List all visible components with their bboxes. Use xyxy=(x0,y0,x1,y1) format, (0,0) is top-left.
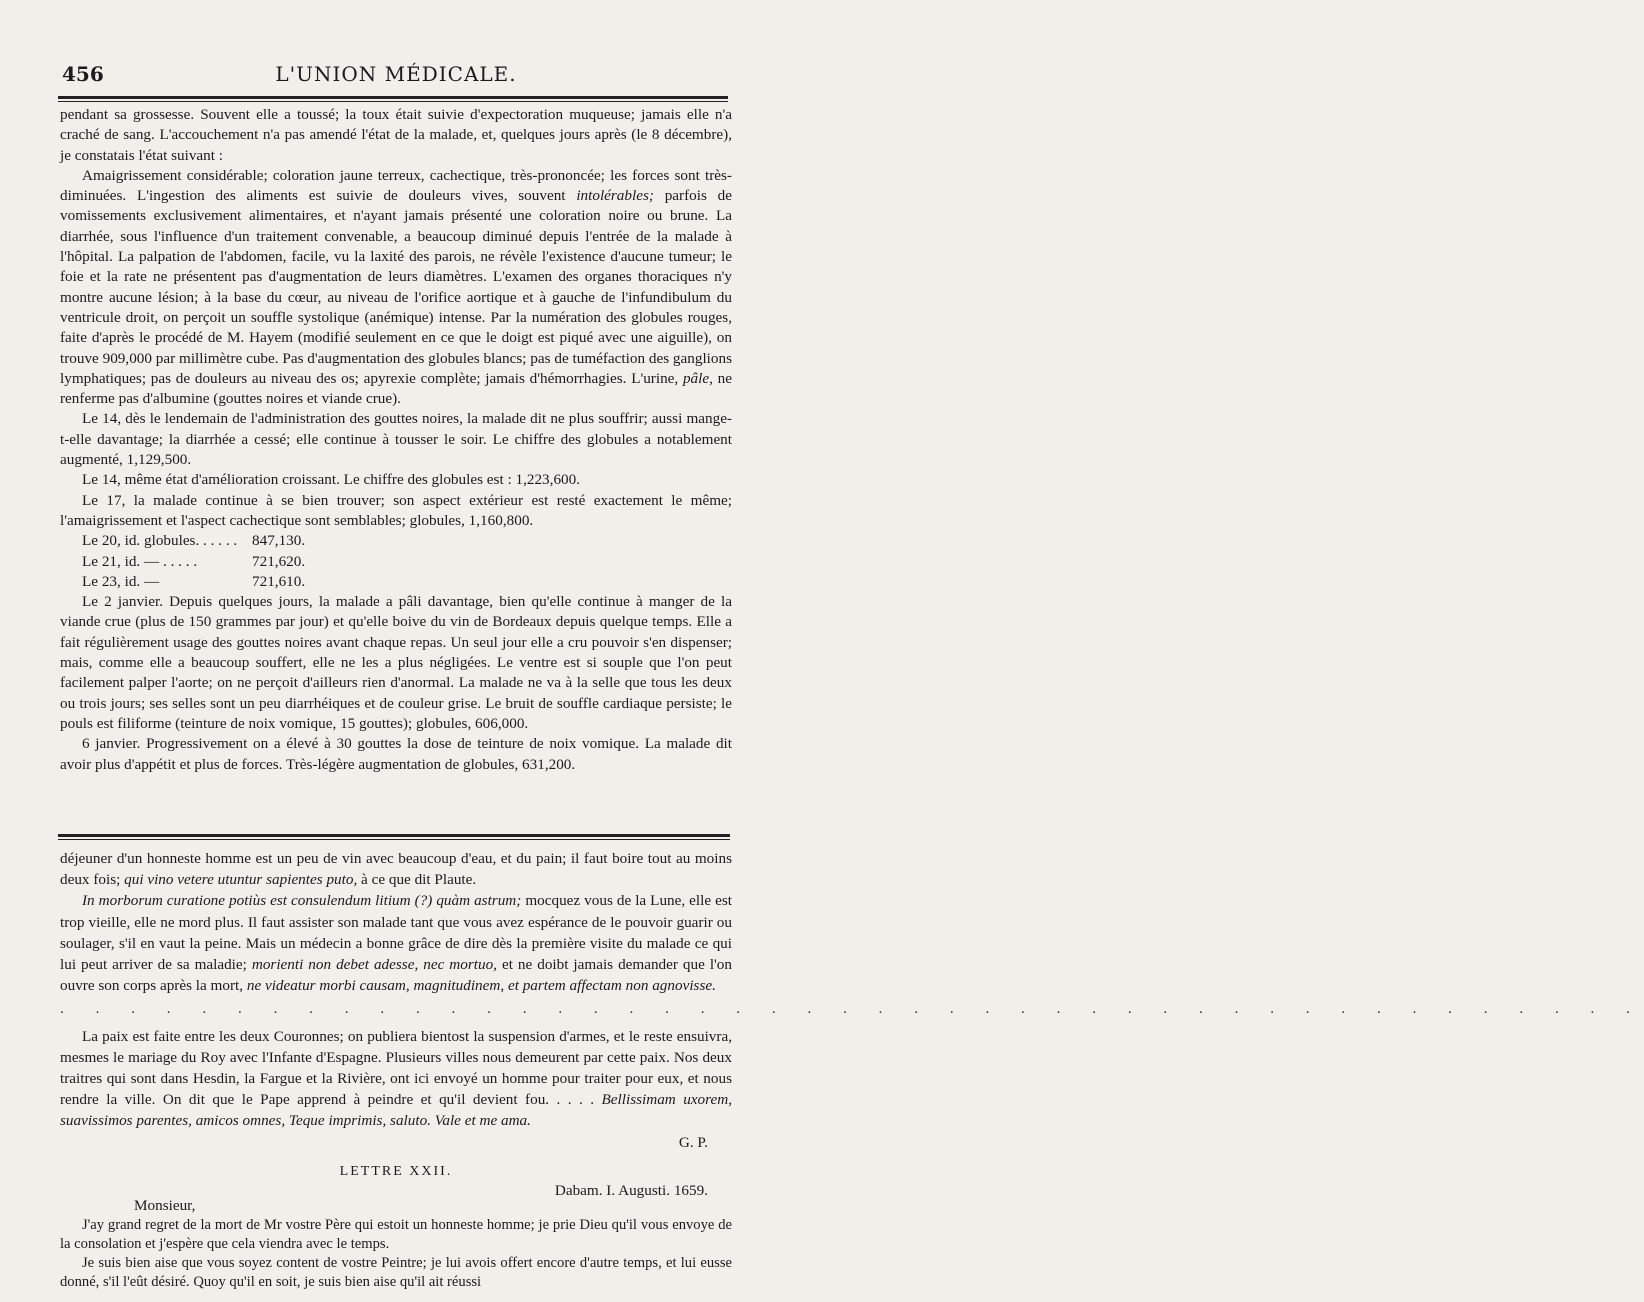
letter-salutation: Monsieur, xyxy=(134,1197,196,1215)
list-item: Le 20, id. globules. . . . . . 847,130. xyxy=(82,532,306,550)
section-divider xyxy=(58,834,730,840)
signature: G. P. xyxy=(678,1133,708,1151)
paragraph: Le 17, la malade continue à se bien trouver; son aspect extérieur est resté exactement le même; l'amaigrissement et l'aspect cachectique sont semblables; globules, 1,160,800. xyxy=(60,491,732,529)
paragraph: Le 14, même état d'amélioration croissant. Le chiffre des globules est : 1,223,600. xyxy=(82,471,581,489)
header-rule xyxy=(58,96,728,102)
case-report-section xyxy=(60,105,732,775)
letter-body xyxy=(60,1216,732,1292)
paragraph: Je suis bien aise que vous soyez content de vostre Peintre; je lui avois offert encore d'autre temps, et lui eusse donné, s'il l'eût désiré. Quoy qu'il en soit, je suis bien aise qu'il ait réussi xyxy=(60,1255,732,1291)
signature-line xyxy=(60,1132,732,1153)
paragraph: 6 janvier. Progressivement on a élevé à 30 gouttes la dose de teinture de noix vomique. La malade dit avoir plus d'appétit et plus de forces. Très-légère augmentation de globules, 631,200. xyxy=(60,735,732,773)
paragraph: Amaigrissement considérable; coloration jaune terreux, cachectique, très-prononcée; les forces sont très-diminuées. L'ingestion des aliments est suivie de douleurs vives, souvent intolérables; parfois de vomissements exclusivement alimentaires, et n'ayant jamais présenté une coloration noire ou brune. La diarrhée, sous l'influence d'un traitement convenable, a beaucoup diminué depuis l'entrée de la malade à l'hôpital. La palpation de l'abdomen, facile, vu la laxité des parois, ne révèle l'existence d'aucune tumeur; le foie et la rate ne présentent pas d'augmentation de leurs diamètres. L'examen des organes thoraciques n'y montre aucune lésion; à la base du cœur, au niveau de l'orifice aortique et à gauche de l'infundibulum du ventricule droit, on perçoit un souffle systolique (anémique) intense. Par la numération des globules rouges, faite d'après le procédé de M. Hayem (modifié seulement en ce que le doigt est piqué avec une aiguille), on trouve 909,000 par millimètre cube. Pas d'augmentation des globules blancs; pas de tuméfaction des ganglions lymphatiques; pas de douleurs au niveau des os; apyrexie complète; jamais d'hémorrhagies. L'urine, pâle, ne renferme pas d'albumine (gouttes noires et viande crue). xyxy=(60,166,733,408)
page-number: 456 xyxy=(62,62,104,86)
letter-dateline: Dabam. I. Augusti. 1659. xyxy=(554,1182,708,1200)
list-item: Le 21, id. — . . . . . 721,620. xyxy=(82,552,306,570)
paragraph: pendant sa grossesse. Souvent elle a toussé; la toux était suivie d'expectoration muqueuse; jamais elle n'a craché de sang. L'accouchement n'a pas amendé l'état de la malade, et, quelques jours après (le 8 décembre), je constatais l'état suivant : xyxy=(60,106,732,164)
paragraph: In morborum curatione potiùs est consulendum litium (?) quàm astrum; mocquez vous de la Lune, elle est trop vieille, elle ne mord plus. Il faut assister son malade tant que vous avez espérance de le pouvoir guarir ou soulager, s'il en vaut la peine. Mais un médecin a bonne grâce de dire dès la première visite du malade ce qui lui peut arriver de sa maladie; morienti non debet adesse, nec mortuo, et ne doibt jamais demander que l'on ouvre son corps après la mort, ne videatur morbi causam, magnitudinem, et partem affectam non agnovisse. xyxy=(60,892,732,995)
paragraph: Le 14, dès le lendemain de l'administration des gouttes noires, la malade dit ne plus souffrir; aussi mange-t-elle davantage; la diarrhée a cessé; elle continue à tousser le soir. Le chiffre des globules a notablement augmenté, 1,129,500. xyxy=(60,410,732,469)
ellipsis-dots: . . . . . . . . . . . . . . . . . . . . . . . . . . . . . . . . . . . . . . . . . . . . . xyxy=(60,1000,1644,1018)
paragraph: La paix est faite entre les deux Couronnes; on publiera bientost la suspension d'armes, et le reste ensuivra, mesmes le mariage du Roy avec l'Infante d'Espagne. Plusieurs villes nous demeurent par cette paix. Nos deux traitres qui sont dans Hesdin, la Fargue et la Rivière, ont ici envoyé un homme pour traiter pour eux, et nous rendre la ville. On dit que le Pape apprend à peindre et qu'il devient fou. . . . . Bellissimam uxorem, suavissimos parentes, amicos omnes, Teque imprimis, saluto. Vale et me ama. xyxy=(60,1027,732,1130)
letters-section xyxy=(60,848,1644,1292)
paragraph: Le 2 janvier. Depuis quelques jours, la malade a pâli davantage, bien qu'elle continue à manger de la viande crue (plus de 150 grammes par jour) et qu'elle boive du vin de Bordeaux depuis quelque temps. Elle a fait régulièrement usage des gouttes noires avant chaque repas. Un seul jour elle a cru pouvoir s'en dispenser; mais, comme elle a beaucoup souffert, elle ne les a plus négligées. Le ventre est si souple que l'on peut facilement palper l'aorte; on ne perçoit d'ailleurs rien d'anormal. La malade ne va à la selle que tous les deux ou trois jours; ses selles sont un peu diarrhéiques et de couleur grise. Le bruit de souffle cardiaque persiste; le pouls est filiforme (teinture de noix vomique, 15 gouttes); globules, 606,000. xyxy=(60,593,732,732)
paragraph: J'ay grand regret de la mort de Mr vostre Père qui estoit un honneste homme; je prie Dieu qu'il vous envoye de la consolation et j'espère que cela viendra avec le temps. xyxy=(60,1217,732,1253)
running-title: L'UNION MÉDICALE. xyxy=(275,62,517,86)
list-item: Le 23, id. — 721,610. xyxy=(82,572,306,590)
letter-title: LETTRE XXII. xyxy=(339,1163,453,1179)
page-header xyxy=(62,62,730,90)
paragraph: déjeuner d'un honneste homme est un peu de vin avec beaucoup d'eau, et du pain; il faut boire tout au moins deux fois; qui vino vetere utuntur sapientes puto, à ce que dit Plaute. xyxy=(60,850,732,889)
